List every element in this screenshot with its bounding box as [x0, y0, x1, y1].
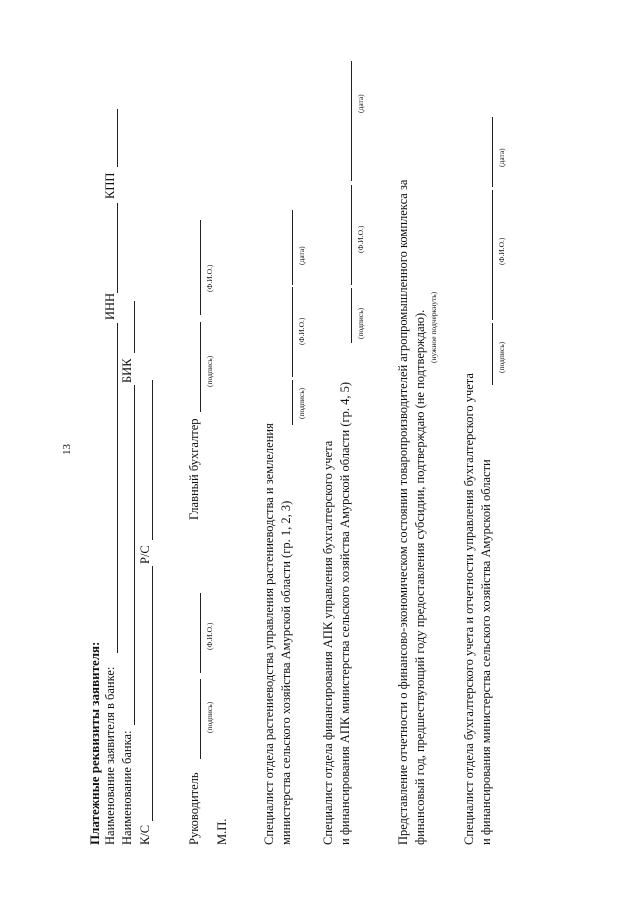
underline-needed-caption: (нужное подчеркнуть)	[429, 291, 438, 363]
crop-specialist-line1: Специалист отдела растениеводства управления растениеводства и землеления	[262, 423, 276, 845]
crop-signature-caption: (подпись)	[297, 387, 306, 419]
applicant-name-line	[117, 323, 118, 653]
head-fio-caption: (Ф.И.О.)	[205, 622, 214, 650]
chief-fio-line	[200, 220, 201, 315]
bank-name-label: Наименование банка:	[120, 730, 134, 845]
crop-fio-caption: (Ф.И.О.)	[297, 317, 306, 345]
accounting-date-line	[492, 117, 493, 187]
rs-label: Р/С	[138, 545, 152, 564]
accounting-signature-line	[492, 323, 493, 385]
chief-fio-caption: (Ф.И.О.)	[205, 264, 214, 292]
accounting-fio-line	[492, 190, 493, 320]
finance-signature-caption: (подпись)	[356, 307, 365, 339]
bank-name-line	[134, 385, 135, 725]
bik-label: БИК	[120, 358, 134, 383]
chief-accountant-label: Главный бухгалтер	[187, 418, 201, 520]
rs-line	[152, 380, 153, 540]
finance-specialist-line1: Специалист отдела финансирования АПК управления бухгалтерского учета	[321, 440, 335, 845]
accounting-specialist-line2: и финансирования министерства сельского хозяйства Амурской области	[479, 459, 493, 845]
bik-line	[134, 301, 135, 353]
accounting-specialist-line1: Специалист отдела бухгалтерского учета и отчетности управления бухгалтерского учета	[462, 373, 476, 845]
finance-fio-caption: (Ф.И.О.)	[356, 225, 365, 253]
applicant-name-label: Наименование заявителя в банке:	[103, 666, 117, 845]
ks-line	[152, 566, 153, 821]
accounting-fio-caption: (Ф.И.О.)	[497, 237, 506, 265]
kpp-line	[117, 109, 118, 167]
crop-fio-line	[292, 287, 293, 377]
ks-label: К/С	[138, 824, 152, 845]
kpp-label: КПП	[103, 172, 117, 199]
reporting-line2: финансовый год, предшествующий году предоставления субсидии, подтверждаю (не подтверждаю).	[413, 309, 427, 845]
head-signature-line	[200, 679, 201, 759]
crop-date-line	[292, 210, 293, 285]
reporting-line1: Представление отчетности о финансово-экономическом состоянии товаропроизводителей агропромышленного комплекса за	[396, 179, 410, 845]
finance-date-caption: (дата)	[356, 94, 365, 113]
payment-details-title: Платежные реквизиты заявителя:	[87, 641, 102, 845]
chief-signature-line	[200, 322, 201, 412]
inn-line	[117, 203, 118, 293]
page-number: 13	[61, 444, 73, 455]
finance-fio-line	[351, 185, 352, 285]
chief-signature-caption: (подпись)	[205, 355, 214, 387]
finance-specialist-line2: и финансирования АПК министерства сельского хозяйства Амурской области (гр. 4, 5)	[338, 381, 352, 845]
accounting-signature-caption: (подпись)	[497, 341, 506, 373]
head-fio-line	[200, 593, 201, 673]
head-signature-caption: (подпись)	[205, 701, 214, 733]
crop-date-caption: (дата)	[297, 246, 306, 265]
stamp-label: М.П.	[215, 818, 229, 845]
finance-signature-line	[351, 288, 352, 343]
crop-specialist-line2: министерства сельского хозяйства Амурской области (гр. 1, 2, 3)	[279, 500, 293, 845]
crop-signature-line	[292, 380, 293, 425]
inn-label: ИНН	[103, 292, 117, 320]
head-label: Руководитель	[187, 772, 201, 845]
finance-date-line	[351, 61, 352, 181]
accounting-date-caption: (дата)	[497, 148, 506, 167]
